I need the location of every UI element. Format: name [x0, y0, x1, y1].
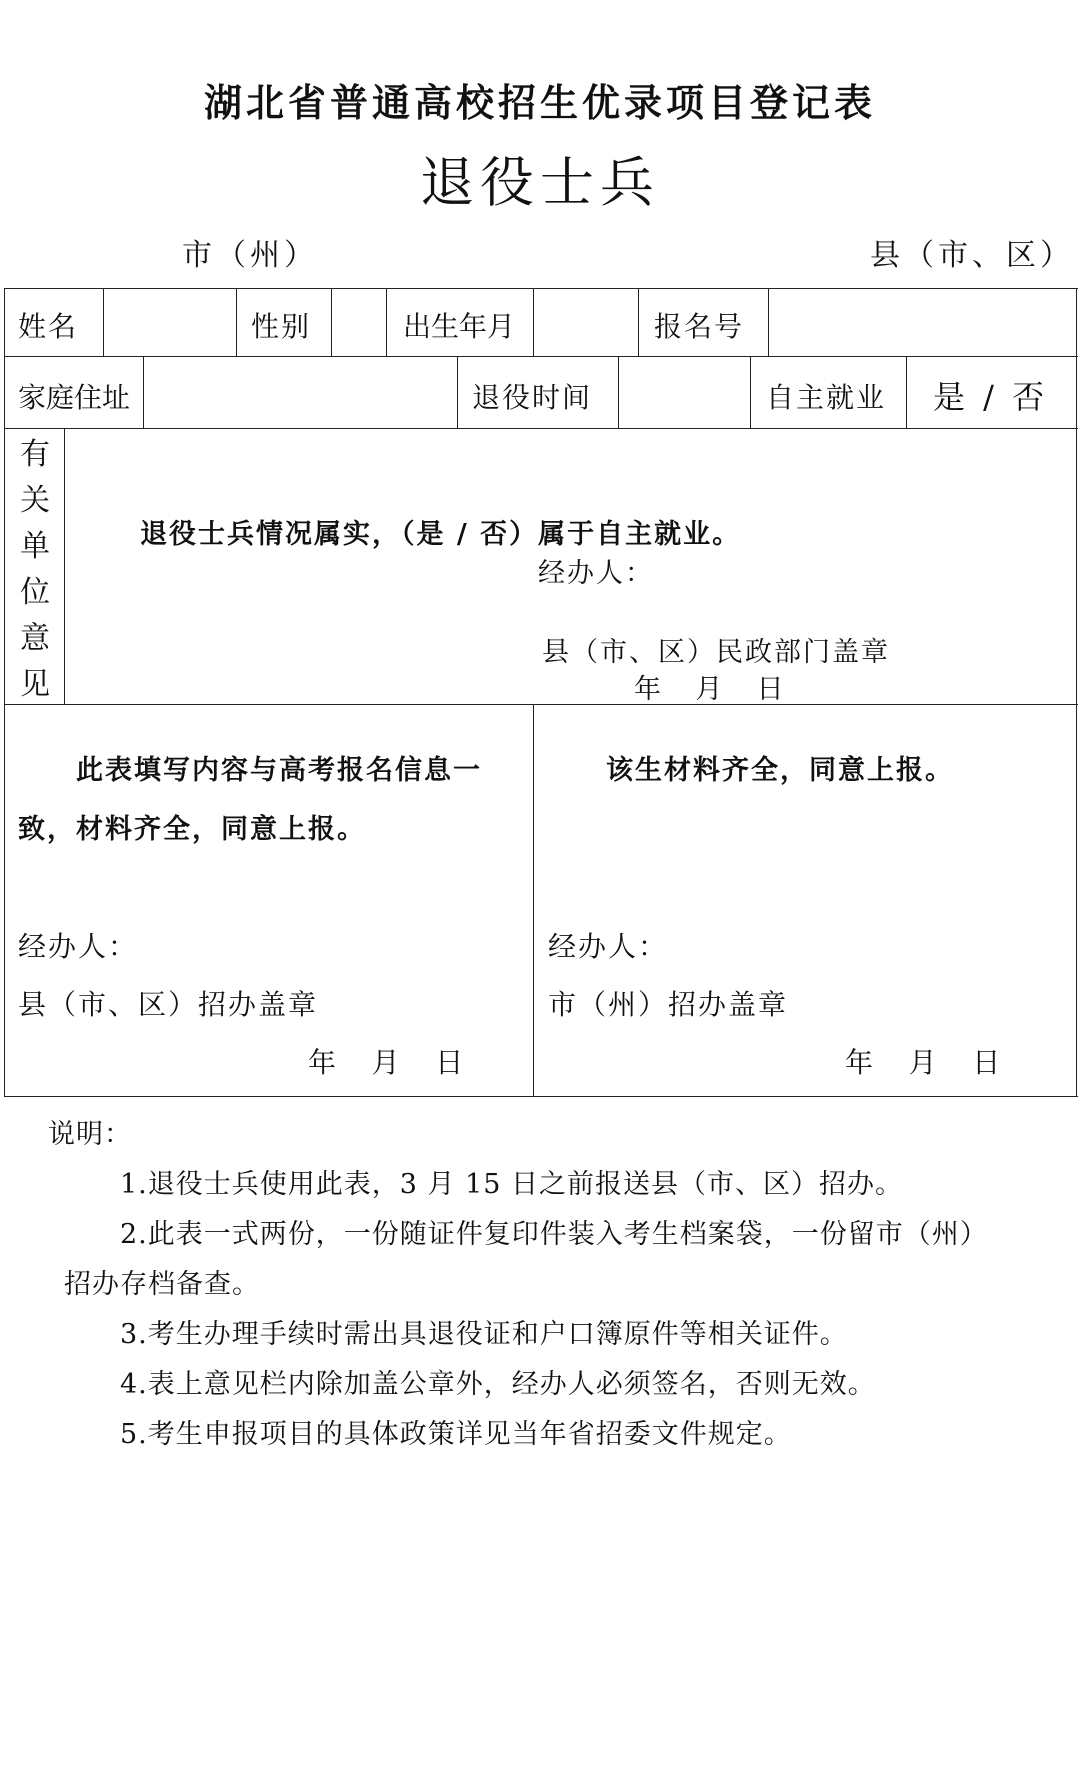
note-item: 5.考生申报项目的具体政策详见当年省招委文件规定。: [120, 1419, 792, 1450]
city-label: 市（州）: [182, 238, 318, 273]
address-field[interactable]: [146, 359, 455, 426]
left-box-date: 年 月 日: [308, 1046, 464, 1079]
form-title: 湖北省普通高校招生优录项目登记表: [203, 80, 876, 125]
opinion-stamp: 县（市、区）民政部门盖章: [542, 637, 890, 668]
self-employ-label: 自主就业: [766, 381, 887, 414]
left-box-handler: 经办人：: [18, 930, 139, 963]
opinion-date: 年 月 日: [634, 674, 784, 705]
opinion-handler: 经办人：: [538, 558, 654, 589]
left-box-line2: 致，材料齐全，同意上报。: [18, 814, 366, 845]
gender-label: 性别: [251, 310, 312, 343]
note-item: 2.此表一式两份，一份随证件复印件装入考生档案袋，一份留市（州）: [120, 1219, 988, 1250]
note-item: 3.考生办理手续时需出具退役证和户口簿原件等相关证件。: [120, 1319, 848, 1350]
gender-field[interactable]: [334, 291, 384, 354]
name-field[interactable]: [106, 291, 234, 354]
discharge-time-label: 退役时间: [472, 381, 593, 414]
right-box-line1: 该生材料齐全，同意上报。: [606, 755, 954, 786]
name-label: 姓名: [18, 310, 79, 343]
birth-label: 出生年月: [403, 310, 516, 343]
reg-no-field[interactable]: [771, 291, 1074, 354]
note-item: 招办存档备查。: [64, 1269, 260, 1300]
opinion-statement: 退役士兵情况属实，（是 / 否）属于自主就业。: [140, 519, 742, 550]
left-box-stamp: 县（市、区）招办盖章: [18, 988, 319, 1021]
self-employ-options[interactable]: 是 / 否: [933, 378, 1049, 416]
county-label: 县（市、区）: [870, 238, 1074, 273]
right-box-date: 年 月 日: [845, 1046, 1001, 1079]
note-item: 4.表上意见栏内除加盖公章外，经办人必须签名，否则无效。: [120, 1369, 876, 1400]
notes-heading: 说明：: [48, 1119, 132, 1150]
right-box-stamp: 市（州）招办盖章: [548, 988, 789, 1021]
discharge-time-field[interactable]: [621, 359, 748, 426]
left-box-line1: 此表填写内容与高考报名信息一: [76, 755, 482, 786]
note-item: 1.退役士兵使用此表，3 月 15 日之前报送县（市、区）招办。: [120, 1169, 904, 1200]
reg-no-label: 报名号: [654, 310, 745, 343]
address-label: 家庭住址: [18, 381, 131, 414]
birth-field[interactable]: [536, 291, 636, 354]
opinion-side-label: 有 关 单 位 意 见: [20, 437, 50, 702]
right-box-handler: 经办人：: [548, 930, 669, 963]
form-subtitle: 退役士兵: [420, 151, 660, 214]
